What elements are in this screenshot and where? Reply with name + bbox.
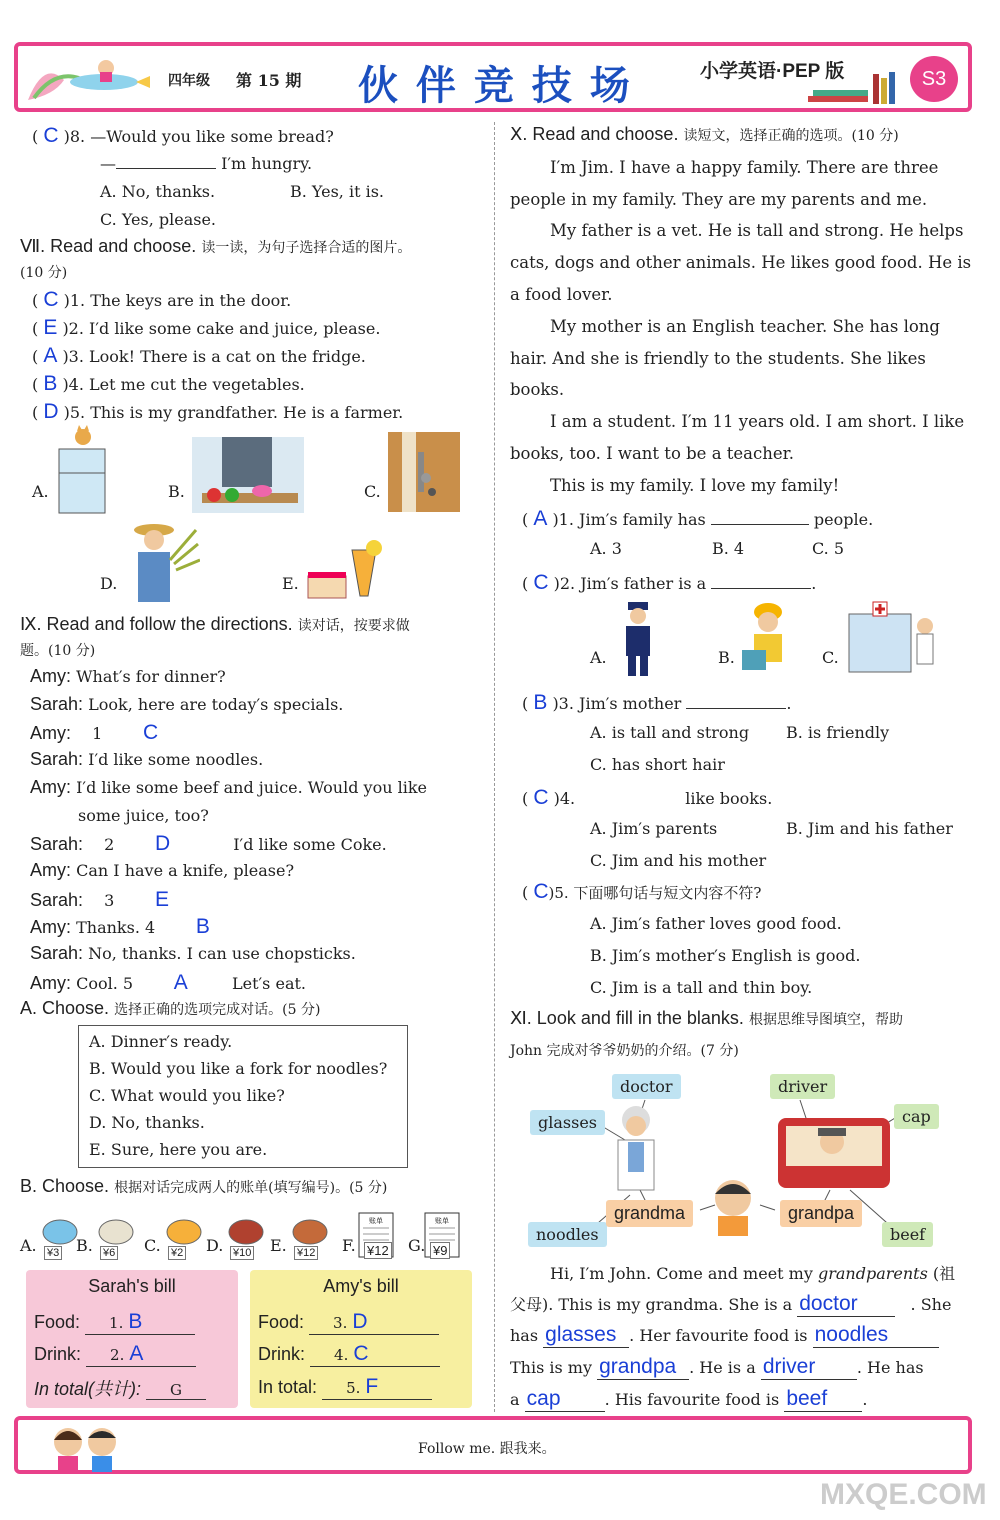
sarah-bill [26,1270,238,1408]
dialog-line: Amy: I′d like some beef and juice. Would you like [30,777,427,797]
page-number-badge: S3 [910,56,958,102]
option-b: B. Would you like a fork for noodles? [89,1059,388,1078]
dialog-line: Sarah: 2 D I′d like some Coke. [30,832,387,855]
hospital-vet-image [845,600,940,676]
s10-q3-opt-a: A. is tall and strong [590,723,750,742]
dialog-line: Sarah: Look, here are today′s specials. [30,694,344,714]
section-9-score: 题。(10 分) [20,643,96,659]
s10-q4-opt-c: C. Jim and his mother [590,851,767,870]
s7-item-answer: B [43,372,58,395]
page-footer [14,1416,972,1474]
fill-answer-f2: glasses [545,1323,617,1346]
passage-line: I′m Jim. I have a happy family. There are three [550,158,939,177]
s7-item: ( B )4. Let me cut the vegetables. [32,372,305,395]
s10-q3-answer: B [533,691,548,714]
q8-answer: C [43,124,59,147]
farmer-image [120,520,200,606]
menu-price: ¥9 [430,1242,450,1259]
section-10-heading: Ⅹ. Read and choose. 读短文，选择正确的选项。(10 分) [510,124,899,144]
s10-q4-opt-b: B. Jim and his father [786,819,953,838]
amy-bill [250,1270,472,1408]
kids-icon [46,1422,126,1472]
dialog-line: Amy: 1 C [30,721,159,744]
dialog-answer: D [155,832,171,855]
sarah-bill-title: Sarah's bill [88,1276,176,1296]
s10-q3-opt-b: B. is friendly [786,723,890,742]
part-b-heading: B. Choose. 根据对话完成两人的账单(填写编号)。(5 分) [20,1176,388,1196]
q8-blank[interactable] [116,168,216,169]
fill-answer-f4: grandpa [599,1355,677,1378]
bubble-driver: driver [770,1074,835,1099]
footer-text: Follow me. 跟我来。 [418,1441,556,1457]
s7-item-answer: A [43,344,58,367]
menu-price: ¥12 [294,1246,318,1260]
fill-answer-f7: beef [786,1387,828,1410]
bubble-cap: cap [894,1104,939,1129]
section-7-score: (10 分) [20,265,68,281]
bubble-grandpa: grandpa [780,1200,862,1227]
dialog-line: Sarah: I′d like some noodles. [30,749,264,769]
section-11-heading: Ⅺ. Look and fill in the blanks. 根据思维导图填空，帮助 [510,1008,904,1028]
passage-line: books, too. I want to be a teacher. [510,444,794,463]
edition-label: 小学英语·PEP 版 [700,61,845,82]
dialog-line: Sarah: No, thanks. I can use chopsticks. [30,943,356,963]
issue-label: 第 15 期 [236,71,302,90]
s10-q5-opt-b: B. Jim′s mother′s English is good. [590,946,861,965]
food-drink-icon [40,1208,80,1248]
s10-q5: ( C)5. 下面哪句话与短文内容不符? [522,880,762,903]
worker-image [740,600,798,676]
fill-answer-f5: driver [762,1355,816,1378]
amy-food-answer: D [352,1310,368,1333]
amy-drink-answer: C [353,1342,369,1365]
fill-line-5: a cap . His favourite food is beef . [510,1387,868,1410]
bubble-doctor: doctor [612,1074,681,1099]
grandpa-driver-image [776,1110,892,1190]
page-header [14,42,972,112]
dialog-line: some juice, too? [78,806,209,825]
rocket-girl-logo [24,50,154,106]
fill-answer-f1: doctor [799,1292,858,1315]
menu-price: ¥6 [100,1246,118,1260]
passage-line: My mother is an English teacher. She has long [550,317,940,336]
s10-q1-opt-c: C. 5 [812,539,845,558]
s10-q1-opt-a: A. 3 [590,539,622,558]
menu-letter: C. [144,1236,161,1255]
food-drink-icon [290,1208,330,1248]
s10-q1-answer: A [533,507,548,530]
keys-in-door-image [388,432,460,512]
pic-label-b: B. [168,482,185,501]
section-9-heading: Ⅸ. Read and follow the directions. 读对话，按要求做 [20,614,410,634]
s10-q3-opt-c: C. has short hair [590,755,725,774]
part-a-heading: A. Choose. 选择正确的选项完成对话。(5 分) [20,998,321,1018]
police-officer-image [618,600,658,678]
s10-q2-opt-b: B. [718,648,735,667]
pic-label-a: A. [32,482,49,501]
sarah-total-row: In total(共计): G [34,1375,206,1401]
dialog-line: Amy: Thanks. 4 B [30,915,210,938]
pic-label-d: D. [100,574,118,593]
sarah-total-value[interactable]: G [146,1381,206,1400]
s7-item: ( D )5. This is my grandfather. He is a farmer. [32,400,404,423]
menu-letter: G. [408,1236,426,1255]
grandma-doctor-image [606,1102,668,1194]
menu-price: ¥12 [364,1242,392,1259]
bubble-glasses: glasses [530,1110,605,1135]
section-11-subheading: John 完成对爷爷奶奶的介绍。(7 分) [510,1043,739,1059]
s10-q2-opt-a: A. [590,648,607,667]
cutting-vegetables-image [192,437,304,513]
dialog-line: Amy: What′s for dinner? [30,666,226,686]
amy-drink-row: Drink: 4. C [258,1342,440,1367]
passage-line: I am a student. I′m 11 years old. I am short. I like [550,412,965,431]
s10-q5-answer: C [533,880,549,903]
menu-price: ¥2 [168,1246,186,1260]
passage-line: books. [510,380,565,399]
fridge-with-cat-image [55,425,110,515]
sarah-food-row: Food: 1. B [34,1310,195,1335]
q8-opt-a: A. No, thanks. [100,182,216,201]
dialog-line: Amy: Cool. 5 A Let′s eat. [30,971,306,994]
column-divider [494,122,495,1412]
menu-letter: F. [342,1236,356,1255]
passage-line: a food lover. [510,285,613,304]
menu-price: ¥3 [44,1246,62,1260]
s7-item-answer: E [43,316,58,339]
fill-answer-f6: cap [526,1387,561,1410]
sarah-drink-answer: A [129,1342,144,1365]
menu-letter: D. [206,1236,224,1255]
dialog-line: Amy: Can I have a knife, please? [30,860,295,880]
bubble-noodles: noodles [528,1222,607,1247]
q8: ( C )8. —Would you like some bread? [32,124,334,147]
s7-item-answer: D [43,400,59,423]
section-7-heading: Ⅶ. Read and choose. 读一读，为句子选择合适的图片。 [20,236,412,256]
s10-q1: ( A )1. Jim′s family has people. [522,507,874,530]
food-drink-icon [164,1208,204,1248]
grade-label: 四年级 [168,73,210,89]
bubble-grandma: grandma [606,1200,693,1227]
john-image [708,1176,758,1236]
fill-line-3: has glasses . Her favourite food is noodles [510,1323,939,1348]
page-title: 伙 伴 竞 技 场 [358,62,632,109]
fill-answer-f3: noodles [814,1323,889,1346]
passage-line: My father is a vet. He is tall and strong. He helps [550,221,964,240]
menu-letter: B. [76,1236,93,1255]
pic-label-c: C. [364,482,381,501]
option-d: D. No, thanks. [89,1113,205,1132]
s7-item: ( A )3. Look! There is a cat on the fridge. [32,344,366,367]
svg-text:账单: 账单 [435,1217,449,1225]
q8-opt-c: C. Yes, please. [100,210,216,229]
s10-q5-opt-a: A. Jim′s father loves good food. [590,914,842,933]
menu-letter: A. [20,1236,37,1255]
option-c: C. What would you like? [89,1086,285,1105]
s10-q1-opt-b: B. 4 [712,539,745,558]
fill-line-1: Hi, I′m John. Come and meet my grandparents (祖 [550,1264,956,1283]
s10-q2: ( C )2. Jim′s father is a . [522,571,817,594]
option-a: A. Dinner′s ready. [89,1032,233,1051]
dialog-line: Sarah: 3 E [30,888,170,911]
passage-line: hair. And she is friendly to the students. She likes [510,349,926,368]
dialog-answer: B [195,915,210,938]
amy-total-row: In total: 5. F [258,1375,432,1400]
passage-line: people in my family. They are my parents and me. [510,190,928,209]
amy-total-answer: F [365,1375,379,1398]
passage-line: cats, dogs and other animals. He likes good food. He is [510,253,972,272]
menu-price: ¥10 [230,1246,254,1260]
food-drink-icon [96,1208,136,1248]
svg-text:账单: 账单 [369,1217,383,1225]
food-drink-icon [226,1208,266,1248]
s10-q2-answer: C [533,571,549,594]
cake-and-juice-image [302,536,382,604]
sarah-drink-row: Drink: 2. A [34,1342,196,1367]
s10-q4-opt-a: A. Jim′s parents [590,819,718,838]
passage-line: This is my family. I love my family! [550,476,840,495]
amy-food-row: Food: 3. D [258,1310,439,1335]
dialog-answer: A [173,971,188,994]
q8-opt-b: B. Yes, it is. [290,182,384,201]
s7-item-answer: C [43,288,59,311]
s10-q3: ( B )3. Jim′s mother . [522,691,792,714]
s10-q5-opt-c: C. Jim is a tall and thin boy. [590,978,813,997]
bookshelf-icon [808,68,908,108]
amy-bill-title: Amy's bill [323,1276,399,1296]
s10-q4: ( C )4. like books. [522,786,773,809]
s10-q2-opt-c: C. [822,648,839,667]
bubble-beef: beef [882,1222,933,1247]
s7-item: ( C )1. The keys are in the door. [32,288,292,311]
s10-q4-answer: C [533,786,549,809]
options-box [78,1025,408,1168]
pic-label-e: E. [282,574,299,593]
option-e: E. Sure, here you are. [89,1140,268,1159]
dialog-answer: C [142,721,159,744]
menu-letter: E. [270,1236,287,1255]
sarah-food-answer: B [128,1310,143,1333]
watermark: MXQE.COM [820,1478,987,1511]
q8-line2: — I′m hungry. [100,154,313,173]
s7-item: ( E )2. I′d like some cake and juice, please. [32,316,381,339]
dialog-answer: E [155,888,170,911]
fill-line-2: 父母). This is my grandma. She is a doctor . She [510,1292,952,1315]
fill-line-4: This is my grandpa . He is a driver . He has [510,1355,924,1378]
